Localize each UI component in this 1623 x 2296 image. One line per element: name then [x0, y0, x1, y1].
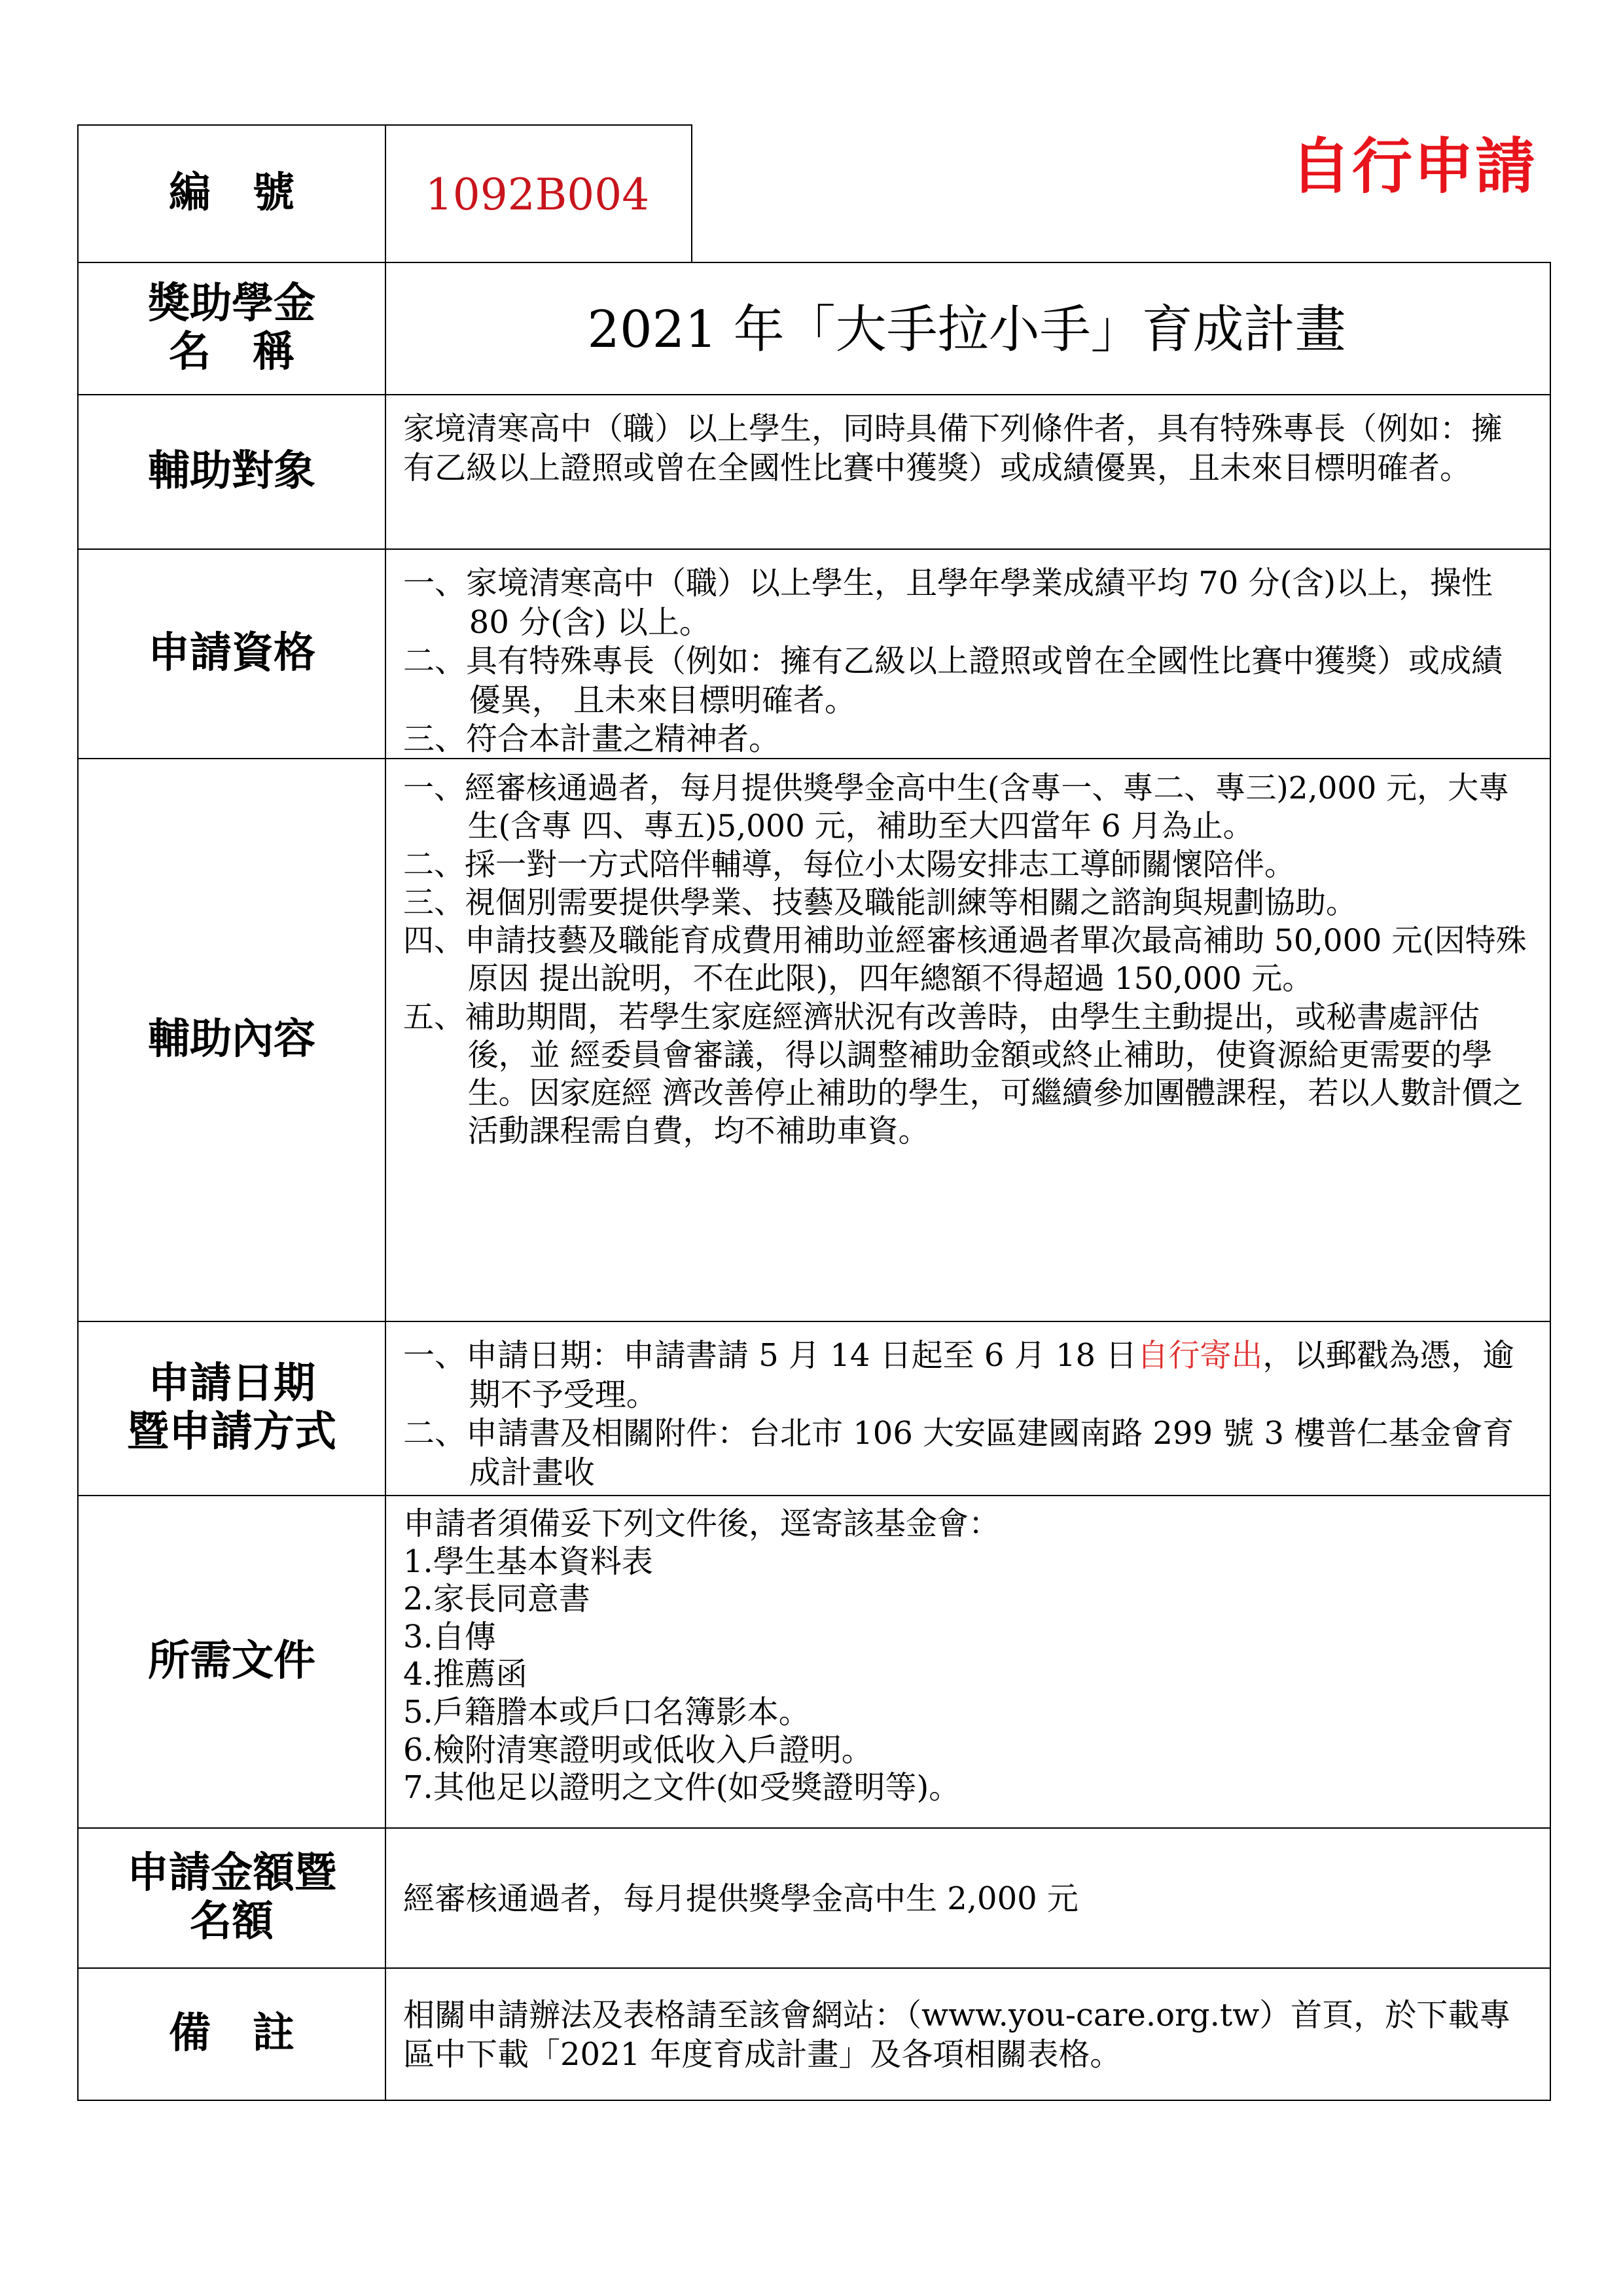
label-line-1: 獎助學金	[148, 279, 315, 329]
remarks-row	[77, 1969, 1551, 2101]
amount-text: 經審核通過者，每月提供獎學金高中生 2,000 元	[403, 1880, 1079, 1918]
scholarship-info-table	[77, 124, 1551, 2101]
remarks-text: 相關申請辦法及表格請至該會網站：（www.you-care.org.tw）首頁，於下載專區中下載「2021 年度育成計畫」及各項相關表格。	[403, 1997, 1511, 2073]
application-row	[77, 1322, 1551, 1496]
self-mail-highlight: 自行寄出	[1137, 1337, 1263, 1374]
document-item: 3.自傳	[403, 1618, 496, 1655]
document-item: 1.學生基本資料表	[403, 1543, 653, 1580]
scholarship-title	[587, 298, 1346, 362]
label-line-2: 名 稱	[169, 328, 294, 376]
label-line-1: 申請金額暨	[127, 1849, 336, 1898]
content-item: 四、申請技藝及職能育成費用補助並經審核通過者單次最高補助 50,000 元(因特殊原因 提出說明，不在此限)，四年總額不得超過 150,000 元。	[403, 923, 1527, 997]
target-text: 家境清寒高中（職）以上學生，同時具備下列條件者，具有特殊專長（例如：擁有乙級以上證照或曾在全國性比賽中獲獎）或成績優異，且未來目標明確者。	[403, 410, 1503, 486]
remarks-label: 備 註	[79, 1969, 386, 2100]
label-line-2: 名額	[190, 1897, 274, 1946]
content-label: 輔助內容	[79, 759, 386, 1321]
amount-label	[79, 1829, 386, 1967]
self-application-stamp: 自行申請	[1290, 132, 1537, 202]
documents-cell	[386, 1496, 1550, 1827]
application-item-address: 二、申請書及相關附件：台北市 106 大安區建國南路 299 號 3 樓普仁基金會育成計畫收	[403, 1415, 1514, 1491]
code-row	[77, 124, 692, 263]
title-year: 2021	[587, 300, 717, 359]
date-text: 一、申請日期：申請書請 5 月 14 日起至 6 月 18 日	[403, 1337, 1137, 1374]
date-text-tail: ，以郵戳為憑，逾期不予受理。	[469, 1337, 1514, 1413]
scholarship-name-row	[77, 262, 1551, 395]
amount-cell	[386, 1829, 1550, 1967]
documents-label: 所需文件	[79, 1496, 386, 1827]
content-row	[77, 759, 1551, 1322]
title-text: 年「大手拉小手」育成計畫	[733, 300, 1346, 359]
application-item-date	[403, 1336, 1530, 1414]
application-cell	[386, 1322, 1550, 1495]
amount-row	[77, 1829, 1551, 1969]
content-item: 五、補助期間，若學生家庭經濟狀況有改善時，由學生主動提出，或秘書處評估後，並 經委員會審議，得以調整補助金額或終止補助，使資源給更需要的學生。因家庭經 濟改善停止補助的學生，可繼續參加團體課程，若以人數計價之活動課程需自費，均不補助車資。	[403, 999, 1524, 1150]
content-item: 三、視個別需要提供學業、技藝及職能訓練等相關之諮詢與規劃協助。	[403, 884, 1357, 921]
eligibility-label: 申請資格	[79, 550, 386, 758]
scholarship-name-label	[79, 263, 386, 394]
label-line-1: 申請日期	[148, 1359, 315, 1408]
code-value: 1092B004	[425, 170, 650, 221]
document-item: 4.推薦函	[403, 1656, 527, 1693]
content-item: 二、採一對一方式陪伴輔導，每位小太陽安排志工導師關懷陪伴。	[403, 846, 1295, 883]
documents-row	[77, 1496, 1551, 1829]
target-label: 輔助對象	[79, 395, 386, 548]
document-item: 5.戶籍謄本或戶口名簿影本。	[403, 1693, 810, 1731]
content-item: 一、經審核通過者，每月提供獎學金高中生(含專一、專二、專三)2,000 元，大專生(含專 四、專五)5,000 元，補助至大四當年 6 月為止。	[403, 770, 1510, 845]
eligibility-item: 一、家境清寒高中（職）以上學生，且學年學業成績平均 70 分(含)以上，操性 80 分(含) 以上。	[403, 565, 1493, 641]
target-row	[77, 395, 1551, 550]
eligibility-row	[77, 550, 1551, 759]
content-cell	[386, 759, 1550, 1321]
eligibility-item: 三、符合本計畫之精神者。	[403, 721, 781, 758]
document-item: 7.其他足以證明之文件(如受獎證明等)。	[403, 1769, 961, 1806]
application-label	[79, 1322, 386, 1495]
remarks-cell	[386, 1969, 1550, 2100]
target-cell	[386, 395, 1550, 548]
eligibility-item: 二、具有特殊專長（例如：擁有乙級以上證照或曾在全國性比賽中獲獎）或成績優異， 且未來目標明確者。	[403, 643, 1503, 719]
code-value-cell	[386, 126, 691, 262]
document-item: 6.檢附清寒證明或低收入戶證明。	[403, 1731, 873, 1768]
eligibility-cell	[386, 550, 1550, 758]
document-item: 2.家長同意書	[403, 1581, 590, 1618]
documents-intro: 申請者須備妥下列文件後，逕寄該基金會：	[403, 1505, 1001, 1542]
code-label: 編 號	[79, 126, 386, 262]
label-line-2: 暨申請方式	[127, 1408, 336, 1456]
scholarship-title-cell	[386, 263, 1550, 394]
